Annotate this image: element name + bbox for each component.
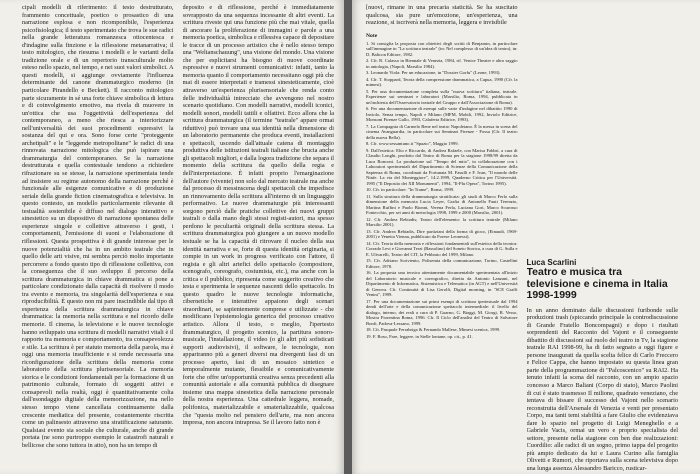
right-page-columns [366,4,678,474]
note-item: 9. Dall'estetica: Elio e Riccardo, di Andrea Rafaele, con Marisa Fabbri, a cura di Claudio Longhi, prodotto dal Teatro di Roma per la stagione 1998/99 diretta da Luca Ronconi. La produzione sul "Tempo del mito", in collaborazione con i Laboratori sperimentali del Dipartimento di Scienze della Comunicazione della Sapienza di Roma, coordinati da Fortunata M. Fasulli e F. Ivan, "Il mondo delle Ninfe. La via del Monteggiore", 14.2.1999, Quaderno Critica per l'Università. 1995 ("Il Deposito dei XII Monumenti", 1994, "Il-Plu Opera", Torino 1995). [366,147,518,186]
right-column-1 [366,4,518,474]
note-item: 11. Sulla struttura della drammaturgia stratificata: gli studi di Marco Ferlo sulla dimensione della memoria Lucia Leyer, Grafia di Antonella Fauti Terenzio, Martina Ruffini e Paolo Bionni, Verena Ferla, Luciana Gori, Marco Scurosso Fontecchio, per sei anni di metrologia 1998, 1999 e 2000 (Marsilio, 2001). [366,193,518,216]
note-item: 1. Si consiglia la proposta con obiettivi degli scritti di Benjamin, in particolare sull'immagine in "La scrittura teatrale" (in: Nel complesso di un'idea di teatro), in: D. Baltcon Editore, 1982. [366,40,518,57]
section-title: Teatro e musica tra televisione e cinema in Italia 1998-1999 [526,266,668,301]
notes-list [366,41,518,340]
note-item: 4. Cfr. T. Stoppard, Teoria della compressione drammatica, a Capua, 1990 (Cfr. la mimesi). [366,76,518,88]
note-item: 3. Leonardo Viola: Per un educazione, in "Dossier Gorfu" (Leone, 1993). [366,70,501,76]
left-page-columns [22,4,334,474]
left-column-2 [183,4,335,474]
note-item: 19. F. Boso, Fare, leggere, in Stelle lontane, op. cit., p. 41. [366,333,473,339]
note-item: 14. Cfr. Teoria della memoria e riflessioni fondamentali sull'estetica della tecnica: Corrado Levi e Giovanni Terzi (Bassolino) del Soneto Storica, a cura di G. Sulla e E. Ulivarelli, Teatro del CIT, la Febbraio del 1999, Milano. [366,240,518,257]
notes-heading: Note [366,32,378,39]
note-item: 2. Cfr. R. Calasso in Biennale di Venezia, 1984, rif. Venice Theater e altro saggio in antologia, (Napoli, Marsilio 1984). [366,58,518,69]
left-page [0,0,344,474]
note-item: 5. Per una documentazione completa sulla "nuova scrittura" italiana, teatrale. Esperienze sui seminari e laboratori (Marsilio, Roma, 1994, pubblicata in un'inchiesta dell'Osservatorio teatrale del Gruppo e dall'Associazione di Roma). [366,88,518,105]
left-column-1-text: cipali modelli di riferimento: il testo destrutturato, frammento concettuale, poetico o prosastico di una narrazione esplosa e non ricomponibile, l'esperienza psicofisiologica; il testo sperimentato che trova le sue radici nella grande letteratura romanzesca ottocentesca e d'indagine sulla finzione e la riflessione metanarrativa; il testo mitologico, che riesuma i modelli e le varianti della tradizione orale e di un repertorio transculturale molto esteso nello spazio, nel tempo, e nei suoi valori simbolici. A questi modelli, si aggiunge ovviamente l'influenza determinante del canone drammaturgico moderno (in particolare Pirandello e Beckett). Il racconto mitologico parte sicuramente in sé una forte chiave simbolica di lettura e di coinvolgimento emotivo, ma rivela di muovere in un'ottica che usa l'oggettività dell'esperienza del contemporaneo, a meno che riesca a interiorizzare nell'universalità dei suoi procedimenti espressivi la sostanza del qui e ora. Sono forse certe "proteggente archetipali" e le "leggende metropolitane" le radici di una rinnovata narrazione mitologica che può ispirare una drammaturgia del contemporaneo. Se la narrazione destrutturata e quella contestuale tendono a richiedere rifrazionare su se stesse, la narrazione sperimentata tende ad insistere su regime autonomo della narrazione perché è funzionale alle esigenze comunicative e di produzione seriale della grande fiction cinematografica e televisiva. In questo contesto, un modello particolarmente rilevante di testualità sostenibile è diffuso nel dialogo interattivo e sinestetico su un dispositivo di narrazione spontanea delle esperienze singole e collettive attraverso i gesti, i comportamenti, l'emissione di suoni e l'elaborazione di riflessioni. Questa prospettiva è di grande interesse per le nuove potenzialità che ha in un ambito teatrale che in quello delle arti visive, mi sembra perciò molto importante percorrere a fondo questo tipo di riflessione collettiva, con la conseguenza che il suo sviluppo il percorso della scrittura drammaturgica in chiave drammatica si pone a particolare condizionato dalla capacità di risolvere il modo tra evento e memoria, tra singolarità dell'esperienza e sua riproducibilità. È questo non mi pare inscindibile dal tipo di esperienza della scrittura drammaturgica in chiave drammatica: la memoria nella scrittura e nel ricordo delle memorie. Il cinema, la televisione e le nuove tecnologie hanno sviluppato una scrittura di modelli narrativi vitali è il rapporto tra memoria e comportamento, tra consapevolezza e stile. La scrittura è per statuto memoria della parola, ma è oggi una memoria insufficiente e si rende necessaria una riconfigurazione della scrittura della memoria come laboratorio della scrittura plurisensoriale. La memoria storica e le condizioni fondamentali per la formazione di un patrimonio culturale, formato di soggetti attivi e consapevoli nella realtà, oggi è quantitativamente colta dall'esondaggio digitale della memorizzazione, ma nello stesso tempo viene cancellata continuamente dalla crescente mediatica del presente, costantemente riscritta come un palinsesto attraverso una stratificazione saturante. Qualsiasi evento sia sociale che culturale, anche di grande portata (ne sono purtroppo esempio le catastrofi naturali e bellicose che sono tuttora in atto), non ha un tempo di [22,4,174,449]
note-item: 8. Cfr. www.sessantuno.it "Spazio", Maggio 1999. [366,141,459,147]
note-item: 6. Per una documentazione di esempi sulle varie d'indagine nel dibattito 1990 di Inviolo, Senza tempo, Napoli e Milano (MFM, Mobili, 1992, Inviolo Editrice, Monsoni Firenze Gallo, 1993, Calaferia Editrice, 1993). [366,106,518,123]
top-whitespace [527,4,679,252]
left-column-1 [22,4,174,474]
right-column-1-intro: [nuovi, rimane in una precaria staticità. Se ha suscitato qualcosa, sia pure un'emozione, un'esperienza, una reazione, si iscriverà nella memoria, leggera e invisibile [366,4,518,27]
right-column-2 [527,4,679,474]
note-item: 12. Cfr. Andrea Rebiadis; Teatro dell'elemento: la scrittura teatrale (Milano Marsilio 2001). [366,216,518,228]
note-item: 10. Cfr. in particolare: "In Trame", Roma, 1999. [366,187,455,193]
note-item: 17. Per una documentazione sui primi esempi di scrittura ipertestuale dal 1994 dendi dell'arte e della comunicazione spettacolo intermediale: il livello del dialogo, interno, dei reali a cura di P. Guarno, G. Biaggi, M. Giorgi, R. Vesso, Mostra Fiorentina Roma, 1996. Cfr. Il Ciclo dell'analisi del Teatro di Salvatore Bonfi, Padova-Lessano, 1999. [366,298,518,326]
note-item: 16. La proposta una tecnica attentamente documentabile sperimentata all'inizio del Laboratorio musicale e coreografico, diretta da Antonio Lanzani, nel Dipartimento di Informatica, Sistemistica e Telematica (in AGT) e nell'Università di Genova. Cfr. Continuità di Lisa Gerolfi, Digital morning, in "SCE Graffi Venini", 1999. [366,270,518,298]
right-page [352,0,700,474]
note-item: 18. Cfr. Pasquale Ferrabriga & Fernando Mallese, Mimesi scenica, 1999. [366,327,501,333]
note-item: 13. Cfr. Andrea Rebiadis, Dire partiziani della forma di gioco, (Einaudi, 1969-2001) e Venetia Vienna, pubblicato da Forese Leonessi). [366,228,518,240]
note-item: 15. Cfr. Adriano Scriviento, Polisemia della comunicazione, Torino, Castellini Editore, 1978. [366,258,518,269]
left-column-2-text: deposito e di riflessione, perché è immediatamente sovrapposto da una sequenza incessante di altri eventi. La scrittura riveste qui una funzione più che mai vitale, quella di ancorare la proliferazione di immagini e parole a una memoria poetica, simbolica e riflessiva capace di depositare le tracce di un processo artistico che è nello stesso tempo una "Weltanschauung", una visione del mondo. Una visione che per esplicitarsi ha bisogno di nuove coordinate espressive e nuovi strumenti comunicativi: infatti, tanto la memoria quanto il comportamento necessitano oggi più che mai di essere interpretati e tramessi sinesteticamente, cioè attraverso un'esperienza plurisensoriale che renda conto delle individualità intrecciate che avvengono nel nostro scenario quotidiano. Con modelli narrativi, modelli iconici, modelli sonori, modelli tattili e olfattivi. Ecco allora che la scrittura drammaturgica (il termine "teatrale" appare ormai riduttivo) può trovare una sua identità nella dimensione di un laboratorio permanente che produca eventi, installazioni e spettacoli, uscendo dall'attuale catena di montaggio produttiva delle istituzioni teatrali italiane che brucia anche gli spettacoli migliori, e dalla logora tradizione che separa il momento della scrittura da quello della regia e dell'interpretazione. È infatti proprio l'emarginazione dell'autore (vivente) non solo dal mercato teatrale ma anche dal processo di messinscena degli spettacoli che impedisce un rinnovamento della scrittura all'interno di un linguaggio performativo. Le nuove drammaturgie più interessanti sorgono perciò dalle pratiche collettive dei nuovi gruppi teatrali o dalla mano degli stessi registi-autori, ma spesso perdono le peculiarità originali della scrittura stessa. La scrittura drammaturgica può giungere a un nuovo modello testuale se ha la capacità di ritrovare il nucleo della sua identità narrativa e se, forte di questa identità originaria, si compie in un work in progress verificato con l'attore, il regista e gli altri artefici dello spettacolo (compositore, scenografo, coreografo, costumista, etc.), ma anche con la critica e il pubblico, ripresenta come suggerito creativo che testa e sperimenta le sequenze nascenti dello spettacolo. In questo quadro le nuove tecnologie informatiche, cibernetiche e interattive appaiono degli scenari straordinari, se sapientemente comprese e utilizzate - che modificano l'epistemologia generica del processo creativo artistico. Allora il testo, o meglio, l'ipertesto drammaturgico, il progetto scenico, la partitura sonoro-musicale, l'installazione, il video (o gli altri più sofisticati supporti audiovisivi), il software, le tecnologie, non appariranno più a generi diversi ma divergenti fasi di un processo aperto, fasi di un mosaico sintetico e temporalmente mutante, flessibile e comunicativamente forte che offre un'opportunità creativa senza precedenti alla comunità autoriale e alla comunità pubblica di disegnare insieme una mappa sinestetica della narrazione personale della nostra esperienza. Una cattedrale leggera, nomade, polifonica, materializzabile e smaterializzabile, qualcosa che "questa molto nel pensiero dell'arte, ma non ancora impresa, non ancora intrapresa. Se il lavoro fatto non è [182,4,334,427]
book-gutter [344,0,352,474]
section-author: Luca Scarlini [526,258,577,267]
note-item: 7. La Compagnia di Carmelo Bene nel teatro Napoletano. È la messa in scena del cinema Avanguardia, in particolare sui Seminari Firenze - Fossa (Cfr. Il teatro della nuova Bella). [366,123,518,140]
section-body [527,307,679,473]
section-body-text: In un anno dominato dalle discussioni furibonde sulle produzioni trash (spiccando principale la controdiscussione di Grande Fratello Boncompagni) e dopo i risultati sorprendenti del Racconto del Vajont e il conseguente dibattito di discussioni sul ruolo del teatro in Tv, la stagione teatrale RAI 1998-99, ha di fatto segnato a oggi figure e persone inaugurati da quella scelta felice di Carlo Freccero e Felice Cappa, che hanno impostato su questa linea gran parte della programmazione di "Palcoscenico" su RAI2. Ha tenuto infatti la scena del racconto, con un ampio spazio concesso a Marco Baliani (Corpo di stato), Marco Paolini di cui è stato trasmesso Il milione, quadrato veneziano, che tentava di bissare il successo del Vajont nello scenario reconstruita dell'Arsenale di Venezia e venti per presentato Corpo, ma tanti temi stabilità a fare Giulio che evidenziava dare lo spazio nel progetto di Luigi Meneghello e a Gabriele Vacis, ormai un vero e proprio specialista del settore, presente nella stagione con ben due realizzazioni: Cuordilio: alle radici di un sogno, primo tappa del progetto più ampio dedicato da lui e Laura Curino alla famiglia Olivetti e Rumori, che riportava sulla scena televisiva dopo una lunga assenza Alessandro Baricco, rusticar- [526,306,678,472]
